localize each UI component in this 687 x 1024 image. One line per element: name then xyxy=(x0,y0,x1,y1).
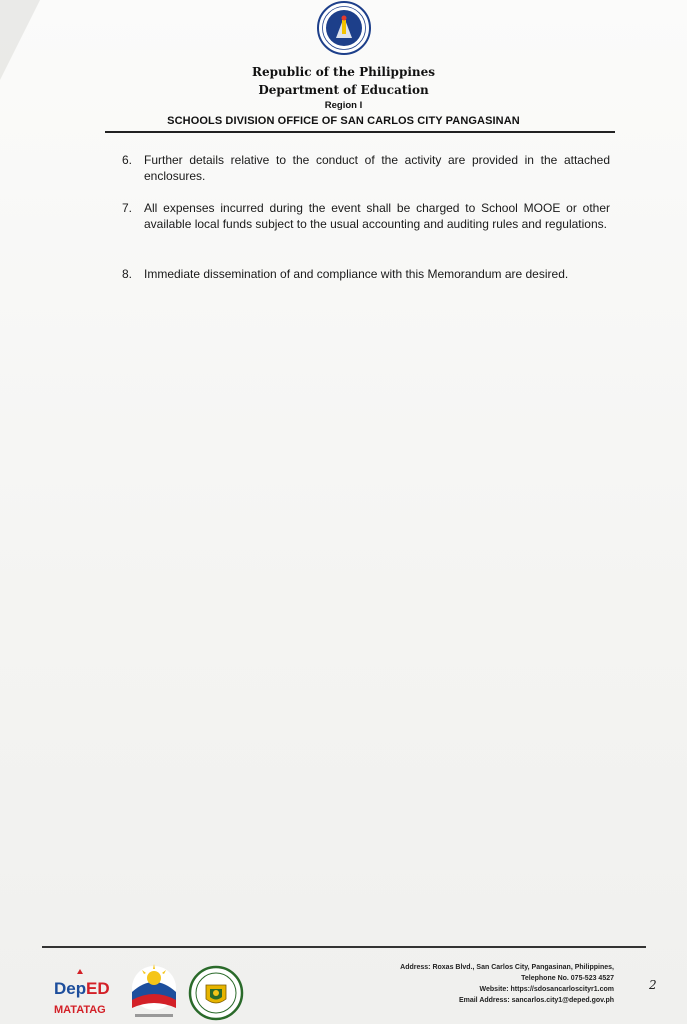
footer-divider xyxy=(42,946,646,948)
header-region: Region I xyxy=(324,100,363,111)
header-office: SCHOOLS DIVISION OFFICE OF SAN CARLOS CITY PANGASINAN xyxy=(167,115,520,127)
deped-seal-icon xyxy=(309,0,379,62)
svg-text:Dep: Dep xyxy=(54,979,87,998)
svg-text:MATATAG: MATATAG xyxy=(54,1004,106,1016)
list-item xyxy=(122,152,610,184)
footer-address: Address: Roxas Blvd., San Carlos City, Pangasinan, Philippines, xyxy=(400,964,614,971)
list-item-number: 7. xyxy=(122,201,133,215)
page-number: 2 xyxy=(649,978,657,992)
header-department: Department of Education xyxy=(258,83,429,97)
list-item xyxy=(122,200,610,232)
footer-website: Website: https://sdosancarloscityr1.com xyxy=(479,986,614,993)
bagong-pilipinas-logo-icon xyxy=(123,962,185,1022)
list-item-text: Further details relative to the conduct of the activity are provided in the attached enclosures. xyxy=(144,153,610,183)
footer-email: Email Address: sancarlos.city1@deped.gov.ph xyxy=(458,997,614,1004)
svg-text:ED: ED xyxy=(86,979,110,998)
list-item-text: Immediate dissemination of and compliance with this Memorandum are desired. xyxy=(144,267,569,281)
header-divider xyxy=(105,131,615,133)
list-item-text: All expenses incurred during the event shall be charged to School MOOE or other available local funds subject to the usual accounting and auditing rules and regulations. xyxy=(144,201,610,231)
header-republic: Republic of the Philippines xyxy=(251,65,436,79)
list-item-number: 8. xyxy=(122,267,133,281)
list-item-number: 6. xyxy=(122,153,133,167)
sdo-san-carlos-seal-icon xyxy=(188,965,244,1021)
footer-telephone: Telephone No. 075-523 4527 xyxy=(521,975,614,982)
deped-matatag-logo-icon xyxy=(50,968,120,1020)
footer-contact xyxy=(314,962,614,1006)
list-item xyxy=(122,266,610,282)
